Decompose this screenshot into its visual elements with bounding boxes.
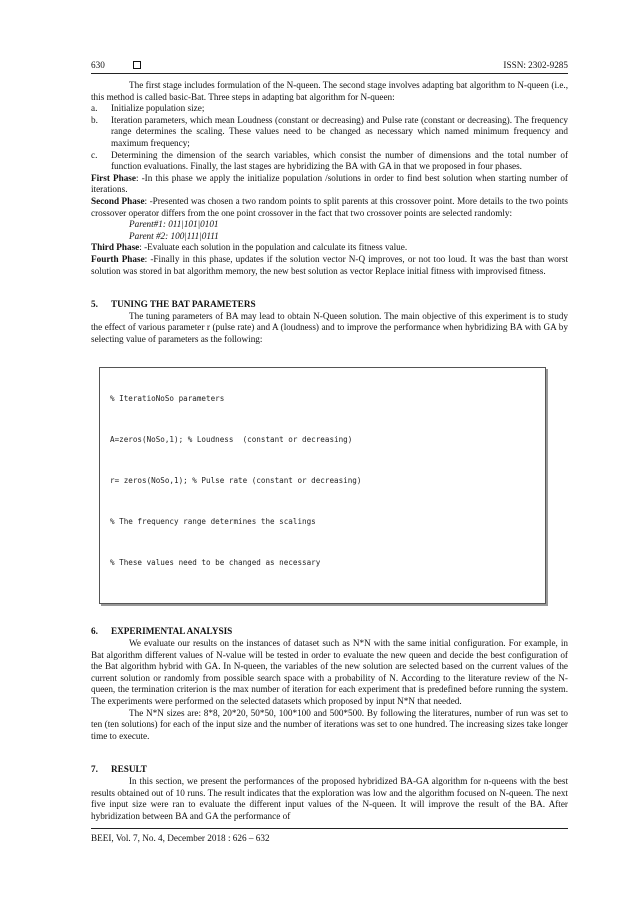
parent-2: Parent #2: 100|111|0111 — [129, 230, 219, 241]
section-5-paragraph: The tuning parameters of BA may lead to obtain N-Queen solution. The main objective of this experiment is to study the effect of various parameter r (pulse rate) and A (loudness) and to improve the performance when hybridizing BA with GA by selecting value of parameters as the following: — [91, 310, 568, 344]
code-line: A=zeros(NoSo,1); % Loudness (constant or decreasing) — [110, 435, 353, 445]
running-footer: BEEI, Vol. 7, No. 4, December 2018 : 626 – 632 — [91, 833, 270, 843]
section-7-paragraph: In this section, we present the performances of the proposed hybridized BA-GA algorithm for n-queens with the best results obtained out of 10 runs. The result indicates that the exploration was low and the algorithm focused on N-queen. The next five input size were ran to evaluate the different input values of the N-queen. It will improve the result of the BA. After hybridization between BA and GA the performance of — [91, 776, 568, 821]
code-line: r= zeros(NoSo,1); % Pulse rate (constant or decreasing) — [110, 476, 362, 486]
section-5-heading: 5. TUNING THE BAT PARAMETERS — [91, 299, 256, 310]
list-item: b. Iteration parameters, which mean Loudness (constant or decreasing) and Pulse rate (constant or decreasing). The frequency range determines the scaling. These values need to be changed as necessary which named minimum frequency and maximum frequency; — [91, 114, 568, 148]
code-line: % The frequency range determines the scalings — [110, 517, 316, 527]
section-6-paragraph-2: The N*N sizes are: 8*8, 20*20, 50*50, 100*100 and 500*500. By following the literatures, number of run was set to ten (ten solutions) for each of the input size and the number of iterations was set to one hundred. The increasing sizes take longer time to execute. — [91, 707, 568, 741]
code-line: % IteratioNoSo parameters — [110, 394, 225, 404]
section-6-paragraph-1: We evaluate our results on the instances of dataset such as N*N with the same initial configuration. For example, in Bat algorithm different values of N-value will be tested in order to evaluate the new queen and decide the best configuration of the Bat algorithm hybrid with GA. In N-queen, the variables of the new solution are selected based on the current values of the current solution or randomly from possible search space with a probability of N. According to the literature review of the N-queen, the termination criterion is the max number of iteration for each experiment that is predefined before running the system. The experiments were performed on the selected datasets which proposed by input N*N that needed. — [91, 638, 568, 707]
square-bullet-icon — [133, 61, 141, 69]
running-header — [91, 58, 568, 72]
issn: ISSN: 2302-9285 — [503, 60, 568, 70]
third-phase: Third Phase: -Evaluate each solution in the population and calculate its fitness value. — [91, 242, 408, 253]
fourth-phase: Fourth Phase: -Finally in this phase, updates if the solution vector N-Q improves, or not too loud. It was the bast than worst solution was stored in bat algorithm memory, the new best solution as vector Replace initial fitness with improvised fitness. — [91, 253, 568, 276]
code-listing — [99, 367, 546, 604]
page-body — [91, 80, 568, 822]
list-item: c. Determining the dimension of the search variables, which consist the number of dimensions and the total number of function evaluations. Finally, the last stages are hybridizing the BA with GA in that we proposed in four phases. — [91, 149, 568, 172]
first-phase: First Phase: -In this phase we apply the initialize population /solutions in order to find best solution when starting number of iterations. — [91, 172, 568, 195]
intro-paragraph: The first stage includes formulation of the N-queen. The second stage involves adapting bat algorithm to N-queen (i.e., this method is called basic-Bat. Three steps in adapting bat algorithm for N-queen: — [91, 80, 568, 102]
parent-1: Parent#1: 011|101|0101 — [129, 219, 219, 230]
section-7-heading: 7. RESULT — [91, 764, 147, 775]
section-6-heading: 6. EXPERIMENTAL ANALYSIS — [91, 626, 233, 637]
page-number: 630 — [91, 60, 105, 70]
list-item: a. Initialize population size; — [91, 103, 205, 114]
second-phase: Second Phase: -Presented was chosen a two random points to split parents at this crossover point. More details to the two points crossover operator differs from the one point crossover in the fact that two crossover points are selected randomly: — [91, 195, 568, 218]
footer-rule — [91, 828, 568, 829]
code-line: % These values need to be changed as necessary — [110, 558, 321, 568]
header-rule — [91, 73, 568, 74]
